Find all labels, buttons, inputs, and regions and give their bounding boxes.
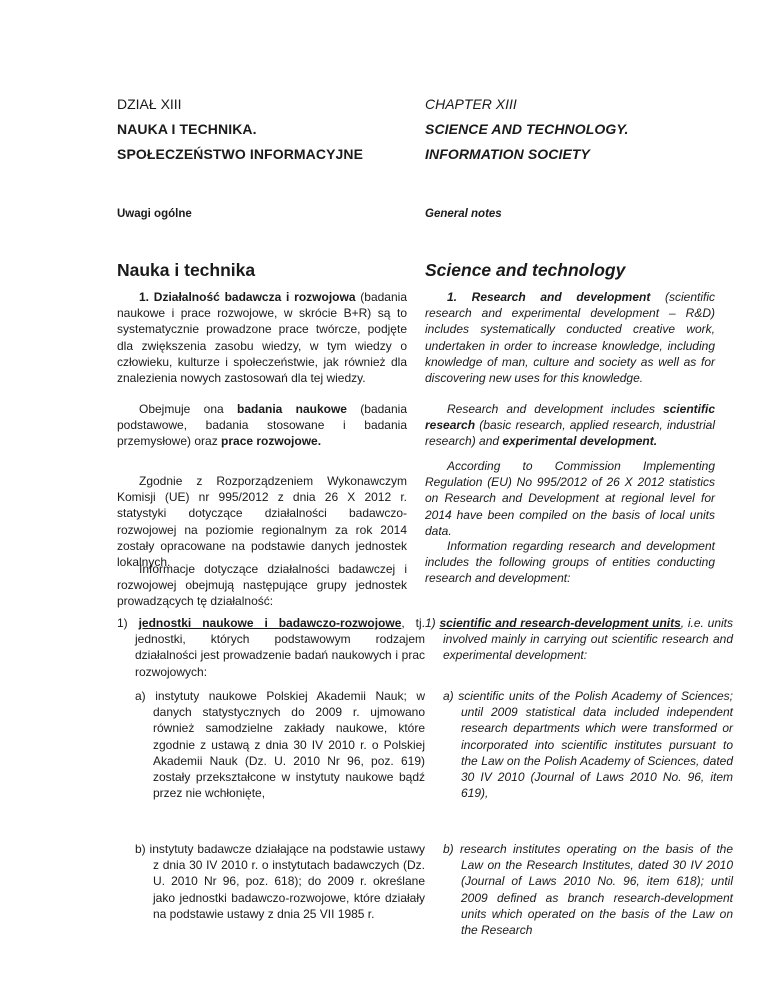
list-item-1 (117, 615, 425, 680)
list-item-1-text: , i.e. units involved mainly in carrying out scientific research and experimental development: (443, 616, 733, 663)
paragraph-regulation: Zgodnie z Rozporządzeniem Wykonawczym Komisji (UE) nr 995/2012 z dnia 26 X 2012 r. statystyki dotyczące działalności badawczo-rozwojowej na poziomie regionalnym za rok 2014 zostały opracowane na podstawie danych jednostek lokalnych. (117, 474, 407, 570)
paragraph-rd-scope (117, 401, 407, 450)
scope-text-1: Obejmuje ona (139, 402, 237, 416)
term-experimental-development: prace rozwojowe. (221, 434, 322, 449)
list-item-b: b) research institutes operating on the basis of the Law on the Research Institutes, dated 30 IV 2010 (Journal of Laws 2010 No. 96, item 618); until 2009 defined as branch research-development units which operated on the basis of the Law on the Research (443, 842, 733, 938)
paragraph-rd-definition (425, 289, 715, 386)
paragraph-rd-text: (scientific research and experimental development – R&D) includes systematically conducted creative work, undertaken in order to increase knowledge, including knowledge of man, culture and society as well as for discovering new uses for this knowledge. (425, 290, 715, 386)
list-item-1-text: , tj. jednostki, których podstawowym rodzajem działalności jest prowadzenie badań naukowych i prac rozwojowych: (135, 616, 425, 679)
term-rd: 1. Research and development (447, 290, 651, 304)
chapter-label: DZIAŁ XIII (117, 96, 182, 112)
section-heading: Nauka i technika (117, 260, 256, 280)
paragraph-rd-text: (badania naukowe i prace rozwojowe, w skrócie B+R) są to systematycznie prowadzone prace twórcze, podjęte dla zwiększenia zasobu wiedzy, w tym wiedzy o człowieku, kulturze i społeczeństwie, jak również dla znalezienia nowych zastosowań dla tej wiedzy. (117, 290, 407, 386)
chapter-title-line2: SPOŁECZEŃSTWO INFORMACYJNE (117, 146, 364, 162)
paragraph-regulation: According to Commission Implementing Regulation (EU) No 995/2012 of 26 X 2012 statistics on Research and Development at regional level for 2014 have been compiled on the basis of local units data. (425, 459, 715, 538)
paragraph-rd-scope (425, 401, 715, 450)
chapter-title-line1: NAUKA I TECHNIKA. (117, 121, 257, 137)
chapter-label: CHAPTER XIII (425, 96, 517, 112)
scope-text-1: Research and development includes (447, 402, 663, 416)
paragraph-rd-definition (117, 289, 407, 386)
paragraph-groups-intro: Information regarding research and development includes the following groups of entities conducting research and development: (425, 539, 715, 586)
list-item-1-number: 1) (425, 616, 440, 630)
term-scientific-research: badania naukowe (236, 402, 347, 416)
term-rd: 1. Działalność badawcza i rozwojowa (139, 290, 356, 304)
section-heading: Science and technology (425, 260, 626, 280)
list-item-a: a) instytuty naukowe Polskiej Akademii Nauk; w danych statystycznych do 2009 r. ujmowano również samodzielne zakłady naukowe, które zgodnie z ustawą z dnia 30 IV 2010 r. o Polskiej Akademii Nauk (Dz. U. 2010 Nr 96, poz. 619) zostały przekształcone w instytuty naukowe bądź przez nie wchłonięte, (135, 689, 425, 801)
chapter-title-line2: INFORMATION SOCIETY (425, 146, 590, 162)
list-item-1-number: 1) (117, 616, 139, 630)
general-notes-heading: Uwagi ogólne (117, 208, 192, 220)
scope-text-2: (badania podstawowe, badania stosowane i badania przemysłowe) oraz (117, 402, 407, 449)
term-experimental-development: experimental development. (502, 434, 658, 449)
general-notes-heading: General notes (425, 208, 502, 220)
paragraph-groups-intro: Informacje dotyczące działalności badawczej i rozwojowej obejmują następujące grupy jednostek prowadzących tę działalność: (117, 562, 407, 609)
list-item-1-term: jednostki naukowe i badawczo-rozwojowe (138, 616, 402, 630)
term-scientific-research: scientific research (425, 402, 715, 433)
list-item-a: a) scientific units of the Polish Academy of Sciences; until 2009 statistical data included independent research departments which were transformed or incorporated into scientific institutes pursuant to the Law on the Polish Academy of Sciences, dated 30 IV 2010 (Journal of Laws 2010 No. 96, item 619), (443, 689, 733, 801)
list-item-1 (425, 615, 733, 664)
list-item-b: b) instytuty badawcze działające na podstawie ustawy z dnia 30 IV 2010 r. o instytutach badawczych (Dz. U. 2010 Nr 96, poz. 618); do 2009 r. określane jako jednostki badawczo-rozwojowe, które działały na podstawie ustawy z dnia 25 VII 1985 r. (135, 842, 425, 921)
scope-text-2: (basic research, applied research, industrial research) and (425, 418, 715, 449)
list-item-1-term: scientific and research-development units (439, 616, 681, 630)
chapter-title-line1: SCIENCE AND TECHNOLOGY. (425, 121, 629, 137)
